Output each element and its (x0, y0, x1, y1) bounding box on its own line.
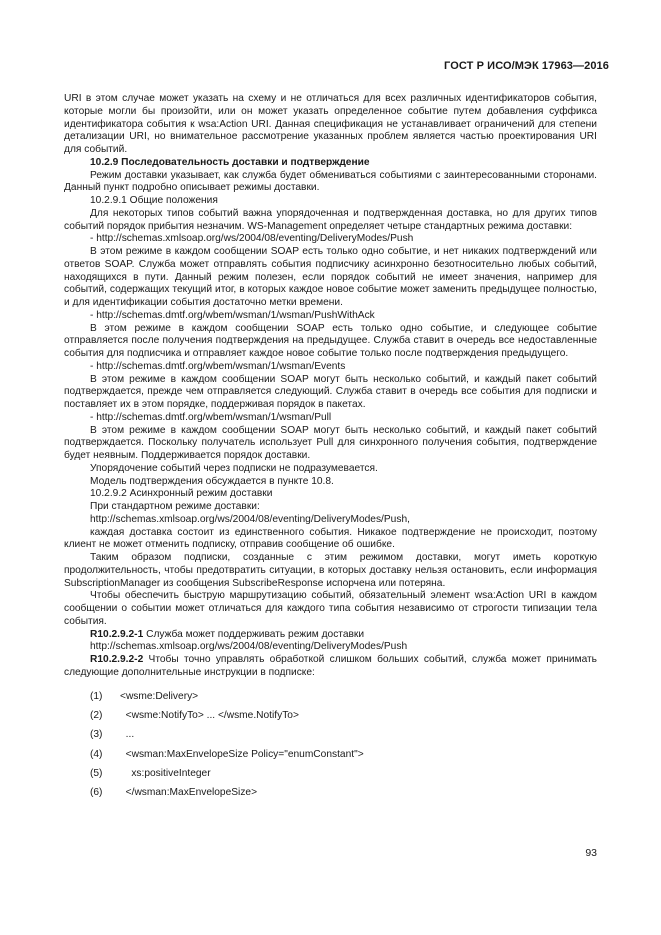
code-line-number: (5) (90, 768, 103, 780)
paragraph-text: В этом режиме в каждом сообщении SOAP могут быть несколько событий, и каждый пакет событий подтверждается. Поскольку получатель использует Pull для синхронного получения события, подтверждение будет неявным. Поддерживается порядок доставки. (64, 424, 597, 461)
code-listing (64, 687, 597, 803)
paragraph-text: - http://schemas.dmtf.org/wbem/wsman/1/wsman/PushWithAck (90, 309, 375, 321)
paragraph-text: При стандартном режиме доставки: (90, 501, 260, 512)
code-line-number: (6) (90, 787, 103, 799)
paragraph (64, 170, 597, 196)
paragraph (64, 233, 597, 246)
paragraph-bold-lead: R10.2.9.2-2 (90, 654, 144, 665)
paragraph (64, 552, 597, 590)
paragraph (64, 93, 597, 157)
paragraph-text: Служба может поддерживать режим доставки (143, 628, 365, 640)
paragraph (64, 501, 597, 514)
paragraph-text: - http://schemas.xmlsoap.org/ws/2004/08/eventing/DeliveryModes/Push (90, 233, 414, 245)
paragraph (64, 527, 597, 553)
paragraph-text: - http://schemas.dmtf.org/wbem/wsman/1/wsman/Events (90, 360, 346, 372)
paragraph-text: http://schemas.xmlsoap.org/ws/2004/08/eventing/DeliveryModes/Push, (90, 513, 410, 525)
paragraph-text: 10.2.9.2 Асинхронный режим доставки (90, 488, 273, 500)
code-line (64, 745, 597, 764)
paragraph (64, 361, 597, 374)
paragraph (64, 374, 597, 412)
document-body (64, 93, 597, 803)
code-line-text: xs:positiveInteger (120, 768, 211, 780)
paragraph (64, 641, 597, 654)
paragraph (64, 463, 597, 476)
paragraph-text: каждая доставка состоит из единственного события. Никакое подтверждение не происходит, поэтому клиент не может отменить подписку, отправив сообщение об ошибке. (64, 526, 597, 551)
code-line-text: <wsme:Delivery> (120, 690, 199, 702)
paragraph-text: В этом режиме в каждом сообщении SOAP могут быть несколько событий, и каждый пакет событий подтверждается, прежде чем отправляется следующий. Служба ставит в очередь все события для подписки и поставляет их в этом порядке, поддерживая порядок в пакетах. (64, 373, 597, 410)
code-line (64, 687, 597, 706)
paragraph-text: - http://schemas.dmtf.org/wbem/wsman/1/wsman/Pull (90, 411, 332, 423)
code-line (64, 783, 597, 802)
paragraph (64, 412, 597, 425)
paragraph (64, 476, 597, 489)
paragraph-text: В этом режиме в каждом сообщении SOAP есть только одно событие, и следующее событие отправляется после получения подтверждения на предыдущее. Служба ставит в очередь все недоставленные события для подписчика и отправляет каждое новое событие только после подтверждения предыдущего. (64, 322, 597, 359)
code-line-number: (1) (90, 690, 103, 702)
paragraph (64, 654, 597, 680)
page-number: 93 (585, 847, 597, 859)
code-line (64, 706, 597, 725)
paragraph (64, 246, 597, 310)
code-line-number: (3) (90, 729, 103, 741)
paragraph (64, 157, 597, 170)
paragraph-text: Чтобы обеспечить быструю маршрутизацию событий, обязательный элемент wsa:Action URI в каждом сообщении о событии может отличаться для каждого типа события независимо от строгости типизации тела события. (64, 590, 597, 627)
paragraph (64, 514, 597, 527)
code-line-text: <wsme:NotifyTo> ... </wsme.NotifyTo> (120, 709, 299, 721)
code-line-text: <wsman:MaxEnvelopeSize Policy="enumConstant"> (120, 748, 364, 760)
standard-header: ГОСТ Р ИСО/МЭК 17963—2016 (444, 60, 609, 72)
code-line-text: ... (120, 729, 135, 741)
paragraph-text: Модель подтверждения обсуждается в пункте 10.8. (90, 475, 334, 487)
paragraph-text: Для некоторых типов событий важна упорядоченная и подтвержденная доставка, но для других типов событий порядок прибытия незначим. WS-Management определяет четыре стандартных режима доставки: (64, 207, 597, 232)
paragraph-text: Чтобы точно управлять обработкой слишком больших событий, служба может принимать следующие дополнительные инструкции в подписке: (64, 654, 597, 678)
paragraph-text: Режим доставки указывает, как служба будет обмениваться событиями с заинтересованными сторонами. Данный пункт подробно описывает режимы доставки. (64, 169, 597, 194)
paragraph-text: 10.2.9.1 Общие положения (90, 195, 218, 206)
code-line-text: </wsman:MaxEnvelopeSize> (120, 787, 258, 799)
paragraph (64, 208, 597, 234)
paragraph-text: Таким образом подписки, созданные с этим режимом доставки, могут иметь короткую продолжительность, чтобы предотвратить ситуации, в которых доставку нельзя остановить, если информация SubscriptionManager из сообщения SubscribeResponse испорчена или потеряна. (64, 552, 597, 589)
code-line (64, 725, 597, 744)
paragraph (64, 310, 597, 323)
paragraph-bold-lead: 10.2.9 Последовательность доставки и подтверждение (90, 156, 370, 168)
paragraph-text: URI в этом случае может указать на схему и не отличаться для всех различных идентификаторов события, которые могли бы произойти, или он может указать определенное событие путем добавления суффикса идентификатора события к wsa:Action URI. Данная спецификация не устанавливает ограничений для степени детализации URI, но внимательное рассмотрение указанных проблем является частью проектирования URI для событий. (64, 93, 597, 155)
paragraph (64, 590, 597, 628)
paragraph (64, 425, 597, 463)
code-line (64, 764, 597, 783)
paragraph-text: http://schemas.xmlsoap.org/ws/2004/08/eventing/DeliveryModes/Push (90, 641, 408, 653)
paragraph-text: В этом режиме в каждом сообщении SOAP есть только одно событие, и нет никаких подтверждений или ответов SOAP. Служба может отправлять события подписчику асинхронно безотносительно любых событий, находящихся в пути. Данный режим полезен, если порядок событий не имеет значения, например для событий, содержащих текущий итог, в которых каждое новое событие может заменить предыдущее полностью, и для идентификации события достаточно метки времени. (64, 246, 597, 308)
paragraph-list (64, 93, 597, 680)
paragraph-bold-lead: R10.2.9.2-1 (90, 628, 144, 640)
paragraph-text: Упорядочение событий через подписки не подразумевается. (90, 462, 378, 474)
paragraph (64, 488, 597, 501)
paragraph (64, 195, 597, 208)
code-line-number: (2) (90, 709, 103, 721)
code-line-number: (4) (90, 748, 103, 760)
paragraph (64, 323, 597, 361)
paragraph (64, 629, 597, 642)
